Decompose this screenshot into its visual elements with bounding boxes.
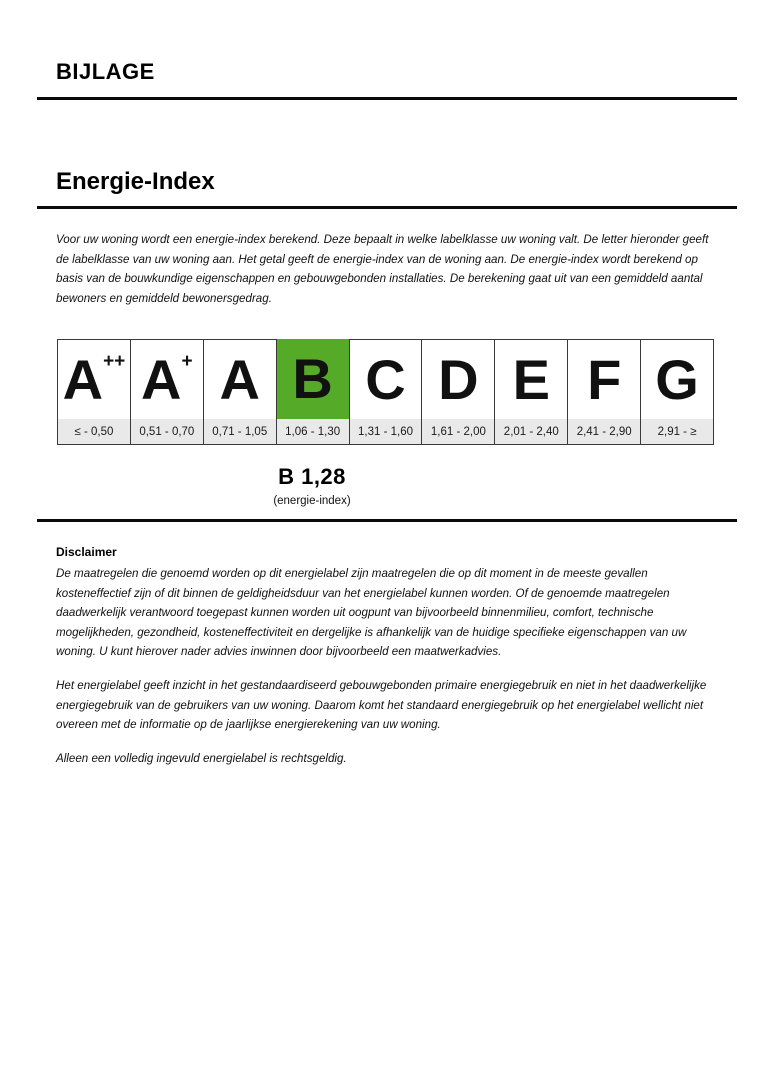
class-letter-box <box>568 340 640 419</box>
class-range: ≤ - 0,50 <box>58 419 130 444</box>
class-letter: B <box>292 347 333 410</box>
disclaimer-paragraph-1: De maatregelen die genoemd worden op dit energielabel zijn maatregelen die op dit moment in de meeste gevallen kosteneffectief zijn of dit binnen de geldigheidsduur van het energielabel kunnen worden. Of de genoemde maatregelen daadwerkelijk verantwoord toegepast kunnen worden uit oogpunt van bijvoorbeeld binnenmilieu, comfort, technische mogelijkheden, gezondheid, kosteneffectiviteit en dergelijke is afhankelijk van de huidige specifieke eigenschappen van uw woning. U kunt hierover nader advies inwinnen door bijvoorbeeld een maatwerkadvies. <box>56 567 687 658</box>
class-superscript: ++ <box>103 351 126 372</box>
class-letter-box <box>350 340 422 419</box>
class-range: 1,06 - 1,30 <box>277 419 349 444</box>
class-range: 2,91 - ≥ <box>641 419 713 444</box>
page-title: BIJLAGE <box>56 59 155 84</box>
result-caption: (energie-index) <box>273 495 351 507</box>
scale-cell-e <box>495 340 568 444</box>
class-letter: G <box>655 347 699 411</box>
class-letter-box <box>641 340 713 419</box>
class-range: 0,71 - 1,05 <box>204 419 276 444</box>
scale-cell-b-active <box>277 340 350 444</box>
class-letter-box <box>277 339 349 419</box>
energy-scale <box>57 339 714 445</box>
divider-section <box>37 206 737 209</box>
scale-cell-d <box>422 340 495 444</box>
class-letter: E <box>512 347 550 411</box>
energy-index-result <box>212 464 412 507</box>
class-superscript: + <box>181 351 193 372</box>
class-range: 1,61 - 2,00 <box>422 419 494 444</box>
divider-top <box>37 97 737 100</box>
divider-result <box>37 519 737 522</box>
scale-cell-g <box>641 340 713 444</box>
class-letter-box <box>204 340 276 419</box>
class-letter: D <box>438 347 479 411</box>
scale-cell-c <box>350 340 423 444</box>
scale-cell-f <box>568 340 641 444</box>
class-range: 1,31 - 1,60 <box>350 419 422 444</box>
class-range: 2,01 - 2,40 <box>495 419 567 444</box>
class-letter: C <box>365 347 406 411</box>
disclaimer-paragraph-2: Het energielabel geeft inzicht in het gestandaardiseerd gebouwgebonden primaire energiegebruik en niet in het daadwerkelijke energiegebruik van de gebruikers van uw woning. Daarom komt het standaard energiegebruik op het energielabel wellicht niet overeen met de informatie op de jaarlijkse energierekening van uw woning. <box>56 679 707 731</box>
class-letter-box <box>131 340 203 419</box>
intro-paragraph: Voor uw woning wordt een energie-index berekend. Deze bepaalt in welke labelklasse uw woning valt. De letter hieronder geeft de labelklasse van uw woning aan. Het getal geeft de energie-index van de woning aan. De energie-index wordt berekend op basis van de bouwkundige eigenschappen en gebouwgebonden installaties. De berekening gaat uit van een gemiddeld aantal bewoners en gemiddeld bewonersgedrag. <box>56 233 709 305</box>
class-letter-box <box>422 340 494 419</box>
class-letter: A <box>141 347 182 411</box>
scale-cell-a-plus <box>131 340 204 444</box>
disclaimer-paragraph-3: Alleen een volledig ingevuld energielabel is rechtsgeldig. <box>56 752 347 765</box>
result-value: B 1,28 <box>278 464 346 489</box>
section-title: Energie-Index <box>56 168 215 195</box>
class-letter: A <box>219 347 260 411</box>
class-letter-box <box>495 340 567 419</box>
class-range: 0,51 - 0,70 <box>131 419 203 444</box>
scale-cell-a <box>204 340 277 444</box>
disclaimer-heading: Disclaimer <box>56 545 117 559</box>
class-letter-box <box>58 340 130 419</box>
class-range: 2,41 - 2,90 <box>568 419 640 444</box>
scale-cell-a-plus-plus <box>58 340 131 444</box>
class-letter: A <box>62 347 104 411</box>
class-letter: F <box>587 347 622 411</box>
